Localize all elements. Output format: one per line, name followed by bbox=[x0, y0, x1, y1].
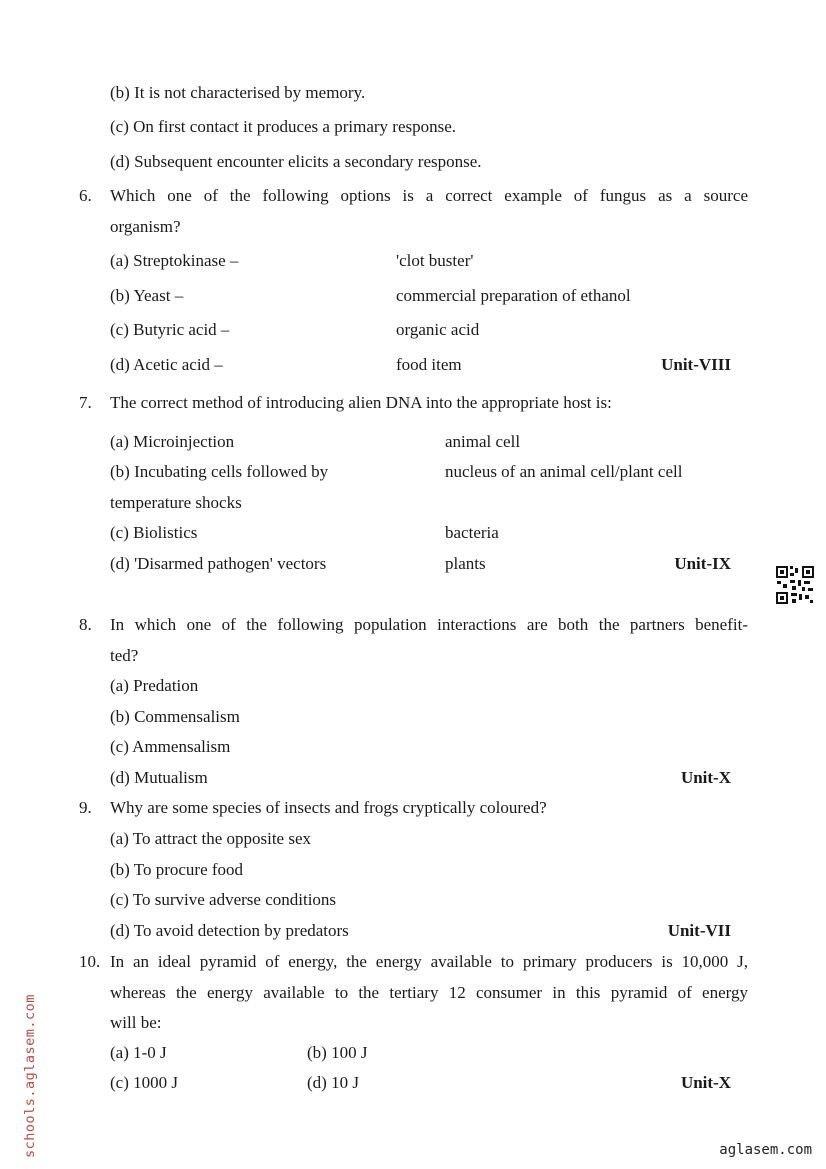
q6-option-a-match: 'clot buster' bbox=[396, 251, 474, 270]
q7-option-a-match: animal cell bbox=[445, 432, 521, 451]
q9-option-d: (d) To avoid detection by predators bbox=[110, 921, 349, 940]
q7-option-c: (c) Biolistics bbox=[110, 523, 198, 542]
q6-option-b: (b) Yeast – bbox=[110, 286, 184, 305]
q7-stem: The correct method of introducing alien DNA into the appropriate host is: bbox=[110, 393, 612, 412]
q8-option-b: (b) Commensalism bbox=[110, 707, 240, 726]
q5-option-b: (b) It is not characterised by memory. bbox=[110, 83, 366, 102]
q7-option-b-cont: temperature shocks bbox=[110, 493, 242, 512]
q8-stem-line2: ted? bbox=[110, 646, 139, 665]
q8-number: 8. bbox=[79, 615, 92, 634]
q7-number: 7. bbox=[79, 393, 92, 412]
q10-stem-line2: whereas the energy available to the tertiary 12 consumer in this pyramid of energy bbox=[110, 983, 748, 1002]
q8-option-d: (d) Mutualism bbox=[110, 768, 208, 787]
q6-option-c: (c) Butyric acid – bbox=[110, 320, 230, 339]
q9-stem: Why are some species of insects and frogs cryptically coloured? bbox=[110, 798, 547, 817]
q7-option-a: (a) Microinjection bbox=[110, 432, 235, 451]
q10-option-b: (b) 100 J bbox=[307, 1043, 368, 1062]
q6-option-a: (a) Streptokinase – bbox=[110, 251, 239, 270]
q8-stem: In which one of the following population interactions are both the partners benefit- bbox=[110, 615, 748, 634]
q8-option-a: (a) Predation bbox=[110, 676, 199, 695]
q10-option-a: (a) 1-0 J bbox=[110, 1043, 167, 1062]
q6-stem: Which one of the following options is a correct example of fungus as a source bbox=[110, 186, 748, 205]
q7-option-d-match: plants bbox=[445, 554, 486, 573]
q6-stem-line2: organism? bbox=[110, 217, 181, 236]
q7-option-c-match: bacteria bbox=[445, 523, 499, 542]
q9-option-a: (a) To attract the opposite sex bbox=[110, 829, 312, 848]
q9-unit-label: Unit-VII bbox=[667, 921, 731, 940]
q10-stem: In an ideal pyramid of energy, the energy available to primary producers is 10,000 J, bbox=[110, 952, 748, 971]
q6-option-c-match: organic acid bbox=[396, 320, 480, 339]
q10-unit-label: Unit-X bbox=[680, 1073, 731, 1092]
q6-unit-label: Unit-VIII bbox=[661, 355, 731, 374]
q9-option-c: (c) To survive adverse conditions bbox=[110, 890, 337, 909]
q9-number: 9. bbox=[79, 798, 92, 817]
q8-unit-label: Unit-X bbox=[680, 768, 731, 787]
q6-option-b-match: commercial preparation of ethanol bbox=[396, 286, 631, 305]
q6-number: 6. bbox=[79, 186, 92, 205]
q7-unit-label: Unit-IX bbox=[674, 554, 731, 573]
q10-option-c: (c) 1000 J bbox=[110, 1073, 178, 1092]
q9-option-b: (b) To procure food bbox=[110, 860, 244, 879]
q5-option-d: (d) Subsequent encounter elicits a secondary response. bbox=[110, 152, 482, 171]
footer-watermark: aglasem.com bbox=[719, 1142, 812, 1158]
q7-option-b-match: nucleus of an animal cell/plant cell bbox=[445, 462, 683, 481]
q7-option-b: (b) Incubating cells followed by bbox=[110, 462, 329, 481]
q10-stem-line3: will be: bbox=[110, 1013, 162, 1032]
q10-number: 10. bbox=[79, 952, 101, 971]
q8-option-c: (c) Ammensalism bbox=[110, 737, 231, 756]
q6-option-d-match: food item bbox=[396, 355, 462, 374]
q5-option-c: (c) On first contact it produces a primary response. bbox=[110, 117, 457, 136]
side-watermark: schools.aglasem.com bbox=[22, 994, 38, 1158]
q10-option-d: (d) 10 J bbox=[307, 1073, 359, 1092]
q7-option-d: (d) 'Disarmed pathogen' vectors bbox=[110, 554, 327, 573]
qr-code-icon bbox=[775, 565, 815, 605]
q6-option-d: (d) Acetic acid – bbox=[110, 355, 223, 374]
